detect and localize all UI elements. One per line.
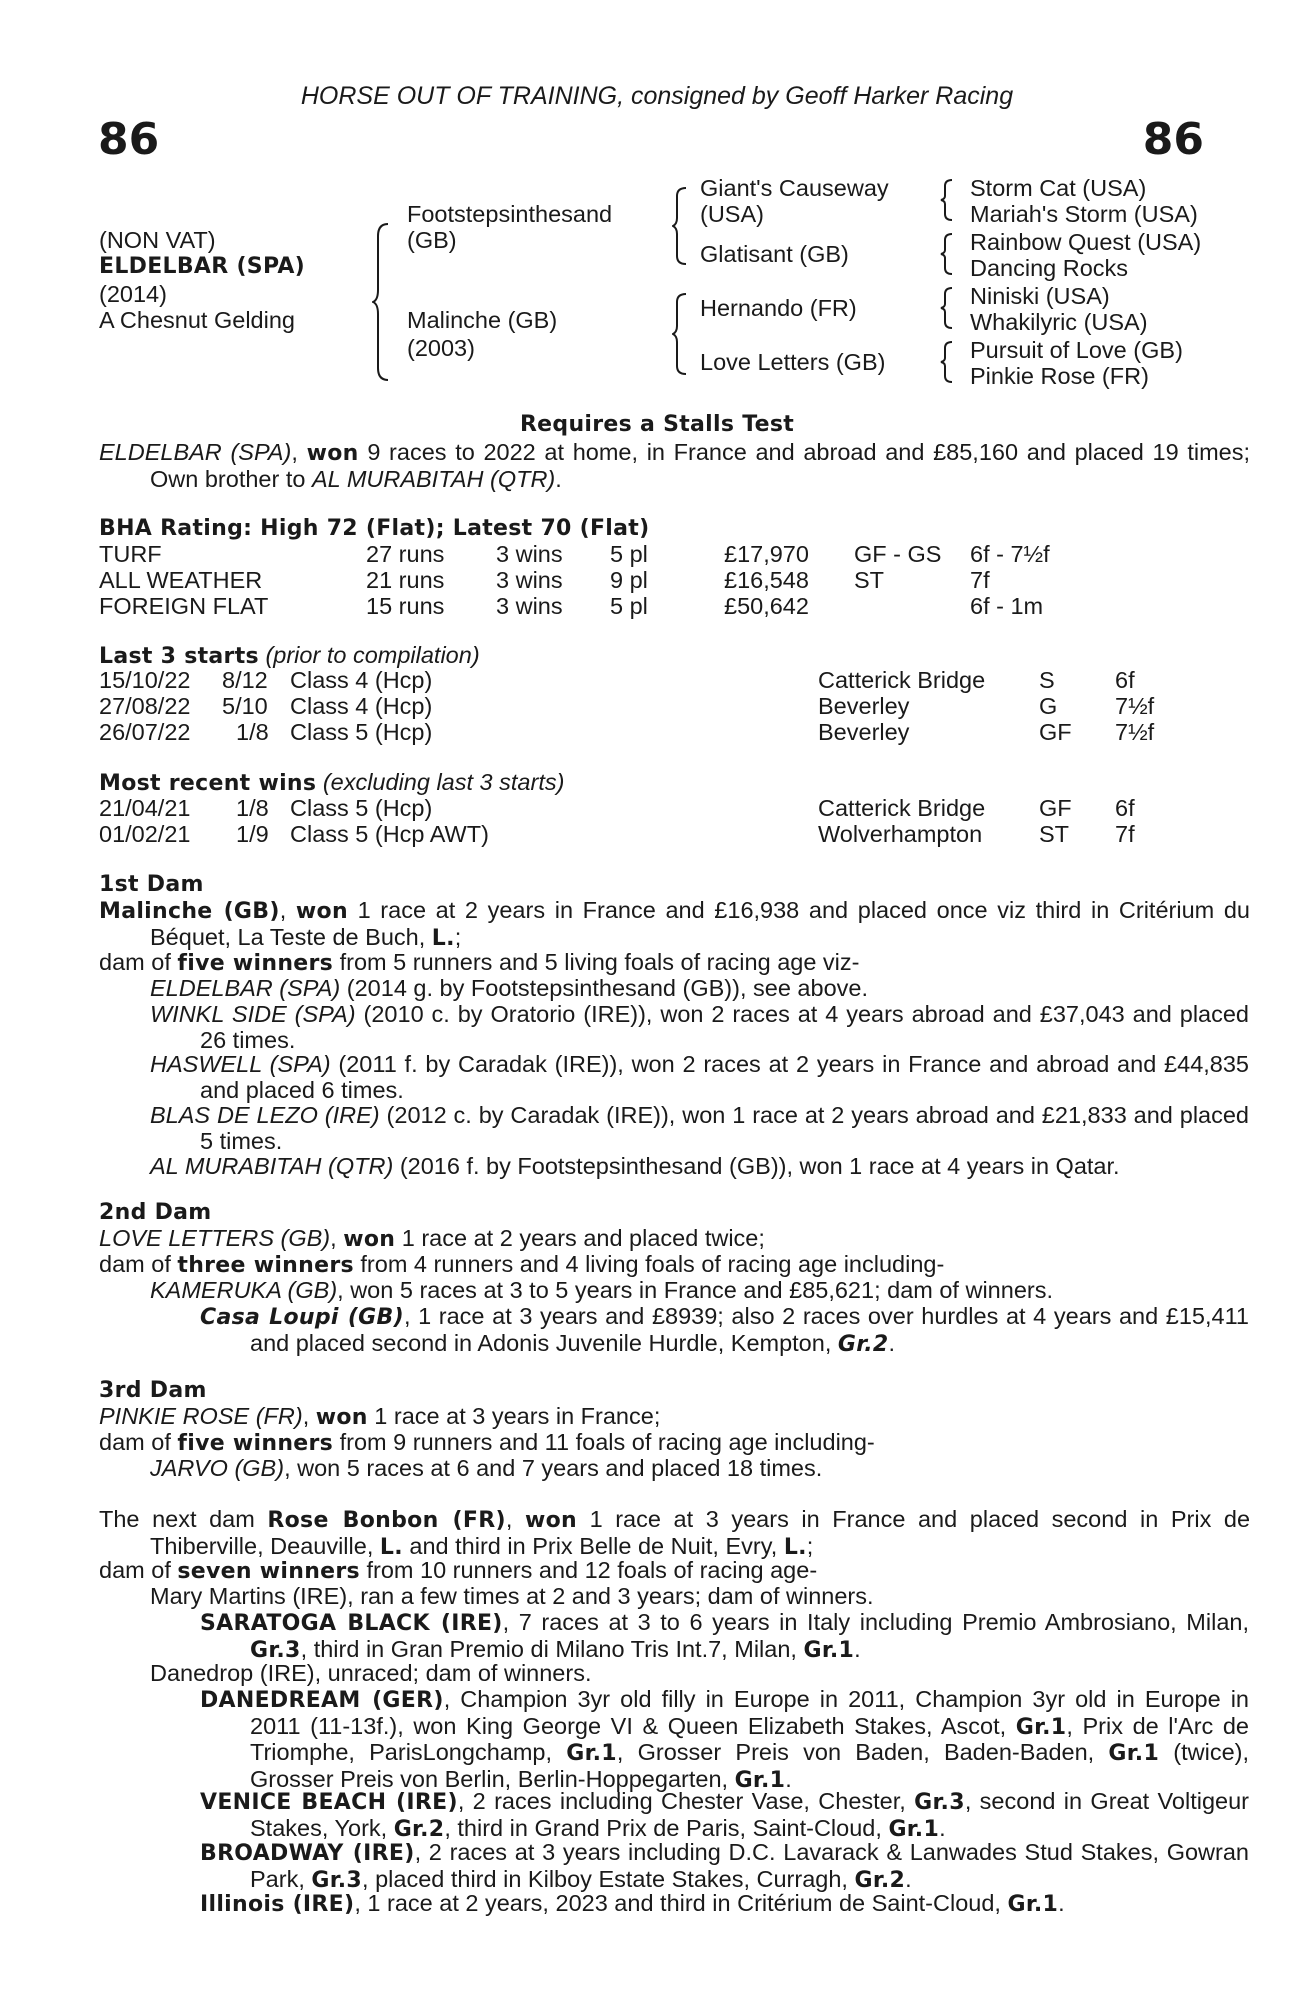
dam2-won: won <box>343 1227 396 1252</box>
start-going: G <box>1039 693 1058 719</box>
dam3-race-record: PINKIE ROSE (FR), won 1 race at 3 years in France; <box>99 1403 661 1430</box>
foal-text: , 7 races at 3 to 6 years in Italy including Premio Ambrosiano, Milan, <box>502 1609 1249 1635</box>
dam2-produce-text: from 4 runners and 4 living foals of racing age including- <box>360 1251 945 1277</box>
foal-name: ELDELBAR (SPA) <box>150 975 341 1001</box>
foal-name: SARATOGA BLACK (IRE) <box>200 1611 503 1636</box>
win-distance: 7f <box>1115 821 1135 847</box>
foal-text: , won 5 races at 3 to 5 years in France and £85,621; dam of winners. <box>337 1277 1053 1303</box>
rating-prize: £50,642 <box>724 593 809 619</box>
win-date: 21/04/21 <box>99 795 191 821</box>
foal-name: VENICE BEACH (IRE) <box>200 1790 458 1815</box>
dam2-produce <box>99 1252 1199 1279</box>
rating-distance: 6f - 1m <box>970 593 1044 619</box>
start-date: 15/10/22 <box>99 667 191 693</box>
page-header: HORSE OUT OF TRAINING, consigned by Geoff Harker Racing <box>300 82 1014 110</box>
grade-label: Gr.1 <box>734 1767 786 1793</box>
win-class: Class 5 (Hcp AWT) <box>290 821 489 847</box>
dam1-foal <box>150 1154 1249 1180</box>
dam1-name: Malinche (GB) <box>99 899 280 924</box>
rating-prize: £17,970 <box>724 541 809 567</box>
listed-label: L. <box>379 1534 403 1560</box>
ggs-2: Mariah's Storm (USA) <box>970 201 1198 227</box>
foal-text-2: , placed third in Kilboy Estate Stakes, Curragh, <box>362 1865 848 1892</box>
dam3-produce <box>99 1430 1199 1457</box>
foal-text-end: . <box>1058 1890 1065 1916</box>
pedigree-brace-sire <box>672 186 690 266</box>
dam3-winners: five winners <box>177 1431 334 1456</box>
foal-text: (2012 c. by Caradak (IRE)), won 1 race at 2 years abroad and £21,833 and placed 5 times. <box>200 1102 1250 1154</box>
start-distance: 7½f <box>1115 719 1155 745</box>
dam3-foal-jarvo <box>150 1456 1199 1482</box>
start-date: 26/07/22 <box>99 719 191 745</box>
bha-rating-heading: BHA Rating: High 72 (Flat); Latest 70 (Flat) <box>99 516 650 541</box>
dam1-winners: five winners <box>177 951 334 976</box>
foal-text: (2011 f. by Caradak (IRE)), won 2 races at 2 years in France and abroad and £44,835 and placed 6 times. <box>200 1051 1249 1103</box>
grade-label: Gr.3 <box>311 1867 363 1893</box>
dam2-foal-kameruka <box>150 1278 1199 1304</box>
start-course: Catterick Bridge <box>818 667 986 693</box>
ggs-4: Dancing Rocks <box>970 255 1129 281</box>
grade-label: Gr.1 <box>1007 1892 1059 1917</box>
win-going: ST <box>1039 821 1070 847</box>
grade-label: Gr.2 <box>837 1331 889 1357</box>
rating-runs: 21 runs <box>366 567 445 593</box>
horse-description: A Chesnut Gelding <box>99 307 295 333</box>
foal-name: BROADWAY (IRE) <box>200 1841 415 1866</box>
grade-label: Gr.1 <box>1015 1714 1067 1740</box>
foal-text: , 1 race at 3 years and £8939; also 2 races over hurdles at 4 years and £15,411 and placed second in Adonis Juvenile Hurdle, Kempton, <box>250 1303 1249 1356</box>
foal-broadway <box>200 1840 1249 1893</box>
dam1-listed: L. <box>431 925 455 951</box>
pedigree-brace-main <box>372 222 392 382</box>
pedigree-brace-dss <box>940 286 956 330</box>
foal-text: , Champion 3yr old filly in Europe in 2011, Champion 3yr old in Europe in 2011 (11-13f.), won King George VI & Queen Elizabeth Stakes, Ascot, <box>250 1686 1249 1739</box>
foal-text-2: , third in Gran Premio di Milano Tris Int.7, Milan, <box>300 1635 797 1662</box>
recent-wins-note: (excluding last 3 starts) <box>322 769 565 795</box>
start-position: 5/10 <box>222 693 268 719</box>
dam-sire: Hernando (FR) <box>700 295 857 321</box>
dam1-foal <box>150 1103 1249 1154</box>
foal-text-2: , second in Great Voltigeur Stakes, York, <box>250 1788 1249 1841</box>
dam1-produce <box>99 950 1199 977</box>
rating-wins: 3 wins <box>496 541 563 567</box>
rating-runs: 27 runs <box>366 541 445 567</box>
rating-places: 5 pl <box>610 593 648 619</box>
sire-name: Footstepsinthesand <box>407 201 613 227</box>
rating-wins: 3 wins <box>496 593 563 619</box>
nextdam-name: Rose Bonbon (FR) <box>267 1508 506 1533</box>
summary-text: 9 races to 2022 at home, in France and abroad and £85,160 and placed 19 times; Own brother to <box>150 439 1251 492</box>
nextdam-race-record: The next dam Rose Bonbon (FR), won 1 race at 3 years in France and placed second in Prix de Thiberville, Deauville, L. and third in Prix Belle de Nuit, Evry, L.; <box>99 1506 1251 1560</box>
foal-name: AL MURABITAH (QTR) <box>150 1153 394 1179</box>
horse-name: ELDELBAR (SPA) <box>99 254 306 279</box>
foal-text-2: , Prix de l'Arc de Triomphe, ParisLongchamp, <box>250 1712 1250 1765</box>
last3-title: Last 3 starts <box>99 644 259 669</box>
foal-name: WINKL SIDE (SPA) <box>150 1001 356 1027</box>
pedigree-brace-sss <box>940 178 956 222</box>
nextdam-dam-of: dam of <box>99 1557 171 1583</box>
start-distance: 6f <box>1115 667 1135 693</box>
dam1-race-record: Malinche (GB), won 1 race at 2 years in France and £16,938 and placed once viz third in Critérium du Béquet, La Teste de Buch, L.; <box>99 897 1251 951</box>
dam3-name: PINKIE ROSE (FR) <box>99 1403 303 1429</box>
start-course: Beverley <box>818 719 910 745</box>
win-course: Catterick Bridge <box>818 795 986 821</box>
foal-text: , 2 races at 3 years including D.C. Lavarack & Lanwades Stud Stakes, Gowran Park, <box>250 1839 1249 1892</box>
ggs-3: Rainbow Quest (USA) <box>970 229 1202 255</box>
grade-label: Gr.1 <box>803 1637 855 1663</box>
dam2-text: 1 race at 2 years and placed twice; <box>401 1225 765 1251</box>
start-going: S <box>1039 667 1055 693</box>
start-going: GF <box>1039 719 1072 745</box>
dam3-text: 1 race at 3 years in France; <box>374 1403 661 1429</box>
win-distance: 6f <box>1115 795 1135 821</box>
sire-origin: (GB) <box>407 227 457 253</box>
foal-illinois <box>200 1891 1249 1918</box>
foal-name: KAMERUKA (GB) <box>150 1277 338 1303</box>
rating-surface: TURF <box>99 541 162 567</box>
recent-wins-title: Most recent wins <box>99 771 317 796</box>
grade-label: Gr.3 <box>250 1637 301 1663</box>
grade-label: Gr.3 <box>914 1790 965 1815</box>
pedigree-brace-dam <box>672 292 690 376</box>
sire-dam: Glatisant (GB) <box>700 241 849 267</box>
dam-name: Malinche (GB) <box>407 307 558 333</box>
horse-year: (2014) <box>99 281 167 307</box>
dam2-winners: three winners <box>177 1253 354 1278</box>
nextdam-intro: The next dam <box>99 1506 255 1532</box>
grade-label: Gr.1 <box>888 1816 940 1842</box>
foal-name: JARVO (GB) <box>150 1455 285 1481</box>
rating-places: 9 pl <box>610 567 648 593</box>
nextdam-won: won <box>524 1508 577 1533</box>
dam1-heading: 1st Dam <box>99 872 204 897</box>
start-distance: 7½f <box>1115 693 1155 719</box>
foal-name: Casa Loupi (GB) <box>200 1305 404 1330</box>
nextdam-text-end: ; <box>806 1532 814 1559</box>
sire-sire-origin: (USA) <box>700 201 764 227</box>
rating-going: ST <box>854 567 885 593</box>
dam2-dam-of: dam of <box>99 1251 171 1277</box>
foal-danedream <box>200 1687 1249 1793</box>
dam3-dam-of: dam of <box>99 1429 171 1455</box>
nextdam-foal-mary-martins: Mary Martins (IRE), ran a few times at 2 and 3 years; dam of winners. <box>150 1583 874 1609</box>
foal-text: , won 5 races at 6 and 7 years and placed 18 times. <box>284 1455 823 1481</box>
start-position: 8/12 <box>222 667 268 693</box>
foal-text: (2014 g. by Footstepsinthesand (GB)), see above. <box>346 975 868 1001</box>
ggs-1: Storm Cat (USA) <box>970 175 1147 201</box>
lot-number-left: 86 <box>98 114 160 165</box>
foal-text: (2016 f. by Footstepsinthesand (GB)), won 1 race at 4 years in Qatar. <box>399 1153 1120 1179</box>
vat-status: (NON VAT) <box>99 227 216 253</box>
rating-wins: 3 wins <box>496 567 563 593</box>
nextdam-text-2: and third in Prix Belle de Nuit, Evry, <box>409 1532 778 1559</box>
dam2-foal-casa-loupi <box>200 1304 1249 1357</box>
ggs-8: Pinkie Rose (FR) <box>970 363 1149 389</box>
ggs-6: Whakilyric (USA) <box>970 309 1148 335</box>
win-position: 1/8 <box>236 795 269 821</box>
last3-heading <box>99 643 480 670</box>
nextdam-text: 1 race at 3 years in France and placed second in Prix de Thiberville, Deauville, <box>150 1506 1251 1559</box>
rating-surface: FOREIGN FLAT <box>99 593 269 619</box>
foal-text: , 1 race at 2 years, 2023 and third in Critérium de Saint-Cloud, <box>354 1890 1001 1916</box>
foal-text: (2010 c. by Oratorio (IRE)), won 2 races at 4 years abroad and £37,043 and placed 26 times. <box>200 1001 1250 1053</box>
foal-text-3: , Grosser Preis von Baden, Baden-Baden, <box>616 1739 1095 1765</box>
nextdam-produce <box>99 1558 1199 1585</box>
grade-label: Gr.1 <box>566 1741 617 1766</box>
dam2-name: LOVE LETTERS (GB) <box>99 1225 331 1251</box>
win-date: 01/02/21 <box>99 821 191 847</box>
rating-distance: 7f <box>970 567 990 593</box>
dam1-text-end: ; <box>454 923 462 950</box>
rating-runs: 15 runs <box>366 593 445 619</box>
recent-wins-heading <box>99 770 564 797</box>
dam1-produce-text: from 5 runners and 5 living foals of racing age viz- <box>339 949 860 975</box>
dam1-foal <box>150 976 1249 1002</box>
rating-going: GF - GS <box>854 541 942 567</box>
dam1-foal <box>150 1002 1249 1053</box>
pedigree-brace-sds <box>940 232 956 276</box>
dam3-produce-text: from 9 runners and 11 foals of racing age including- <box>339 1429 875 1455</box>
dam1-won: won <box>295 899 348 924</box>
start-date: 27/08/22 <box>99 693 191 719</box>
dam2-race-record: LOVE LETTERS (GB), won 1 race at 2 years and placed twice; <box>99 1225 765 1252</box>
foal-name: BLAS DE LEZO (IRE) <box>150 1102 380 1128</box>
foal-text-3: , third in Grand Prix de Paris, Saint-Cloud, <box>444 1814 882 1841</box>
nextdam-foal-danedrop: Danedrop (IRE), unraced; dam of winners. <box>150 1660 592 1686</box>
foal-name: HASWELL (SPA) <box>150 1051 331 1077</box>
dam2-heading: 2nd Dam <box>99 1200 212 1225</box>
foal-text-end: . <box>905 1865 912 1892</box>
foal-saratoga-black <box>200 1610 1249 1663</box>
last3-note: (prior to compilation) <box>265 642 480 668</box>
ggs-7: Pursuit of Love (GB) <box>970 337 1183 363</box>
summary-horse-name: ELDELBAR (SPA) <box>99 439 292 465</box>
start-class: Class 4 (Hcp) <box>290 693 433 719</box>
foal-text-end: . <box>785 1765 792 1792</box>
ggs-5: Niniski (USA) <box>970 283 1110 309</box>
nextdam-winners: seven winners <box>177 1559 360 1584</box>
foal-text-end: . <box>854 1635 861 1662</box>
pedigree-brace-dds <box>940 340 956 384</box>
foal-name: Illinois (IRE) <box>200 1892 355 1917</box>
win-course: Wolverhampton <box>818 821 983 847</box>
foal-text-4: (twice), Grosser Preis von Berlin, Berlin-Hoppegarten, <box>250 1739 1250 1792</box>
rating-distance: 6f - 7½f <box>970 541 1050 567</box>
dam1-foal <box>150 1052 1249 1103</box>
dam1-dam-of: dam of <box>99 949 171 975</box>
start-class: Class 4 (Hcp) <box>290 667 433 693</box>
win-class: Class 5 (Hcp) <box>290 795 433 821</box>
foal-text-end: . <box>939 1814 946 1841</box>
start-position: 1/8 <box>236 719 269 745</box>
nextdam-produce-text: from 10 runners and 12 foals of racing age- <box>366 1557 818 1583</box>
start-class: Class 5 (Hcp) <box>290 719 433 745</box>
win-going: GF <box>1039 795 1072 821</box>
rating-places: 5 pl <box>610 541 648 567</box>
rating-surface: ALL WEATHER <box>99 567 263 593</box>
listed-label: L. <box>783 1534 807 1560</box>
dam-year: (2003) <box>407 335 475 361</box>
start-course: Beverley <box>818 693 910 719</box>
lot-number-right: 86 <box>1142 114 1204 165</box>
summary-won: won <box>306 441 359 466</box>
dam3-heading: 3rd Dam <box>99 1378 207 1403</box>
grade-label: Gr.1 <box>1108 1741 1160 1766</box>
rating-prize: £16,548 <box>724 567 809 593</box>
summary-brother: AL MURABITAH (QTR) <box>311 465 556 492</box>
summary-end: . <box>555 465 562 492</box>
foal-name: DANEDREAM (GER) <box>200 1688 444 1713</box>
race-summary: ELDELBAR (SPA), won 9 races to 2022 at home, in France and abroad and £85,160 and placed 19 times; Own brother to AL MURABITAH (QTR). <box>99 439 1251 492</box>
dam1-text: 1 race at 2 years in France and £16,938 and placed once viz third in Critérium du Béquet, La Teste de Buch, <box>150 897 1251 950</box>
grade-label: Gr.2 <box>393 1816 445 1842</box>
stalls-test-note: Requires a Stalls Test <box>519 412 795 437</box>
foal-text-end: . <box>888 1329 896 1356</box>
win-position: 1/9 <box>236 821 269 847</box>
foal-venice-beach <box>200 1789 1249 1842</box>
dam-dam: Love Letters (GB) <box>700 349 886 375</box>
dam3-won: won <box>315 1405 368 1430</box>
foal-text: , 2 races including Chester Vase, Chester, <box>457 1788 906 1814</box>
sire-sire: Giant's Causeway <box>700 175 889 201</box>
grade-label: Gr.2 <box>854 1867 906 1893</box>
